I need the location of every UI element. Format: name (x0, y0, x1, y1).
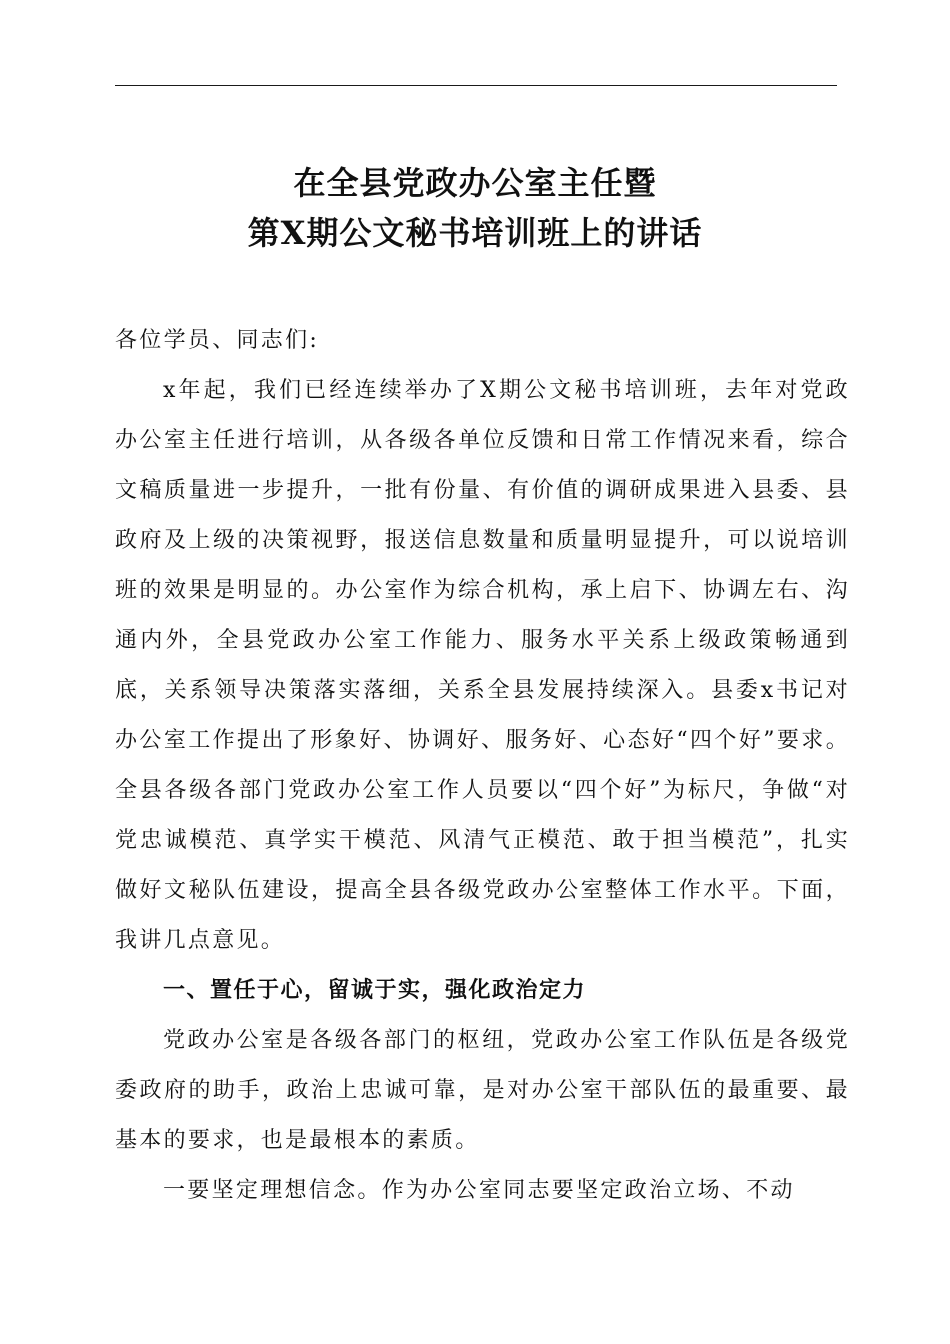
document-body (115, 316, 850, 1216)
salutation: 各位学员、同志们: (115, 328, 320, 353)
document-title (60, 158, 890, 258)
paragraph-intro: x年起，我们已经连续举办了X期公文秘书培训班，去年对党政办公室主任进行培训，从各级各单位反馈和日常工作情况来看，综合文稿质量进一步提升，一批有份量、有价值的调研成果进入县委、县政府及上级的决策视野，报送信息数量和质量明显提升，可以说培训班的效果是明显的。办公室作为综合机构，承上启下、协调左右、沟通内外，全县党政办公室工作能力、服务水平关系上级政策畅通到底，关系领导决策落实落细，关系全县发展持续深入。县委x书记对办公室工作提出了形象好、协调好、服务好、心态好“四个好”要求。全县各级各部门党政办公室工作人员要以“四个好”为标尺，争做“对党忠诚模范、真学实干模范、风清气正模范、敢于担当模范”，扎实做好文秘队伍建设，提高全县各级党政办公室整体工作水平。下面，我讲几点意见。 (115, 378, 850, 953)
title-line-1: 在全县党政办公室主任暨 (293, 164, 657, 202)
section-heading-1: 一、置任于心，留诚于实，强化政治定力 (163, 978, 587, 1003)
title-line-2: 第X期公文秘书培训班上的讲话 (247, 214, 703, 252)
paragraph-point-1: 一要坚定理想信念。作为办公室同志要坚定政治立场、不动 (163, 1178, 795, 1203)
header-rule (115, 85, 837, 86)
paragraph-section-1: 党政办公室是各级各部门的枢纽，党政办公室工作队伍是各级党委政府的助手，政治上忠诚可靠，是对办公室干部队伍的最重要、最基本的要求，也是最根本的素质。 (115, 1028, 850, 1153)
